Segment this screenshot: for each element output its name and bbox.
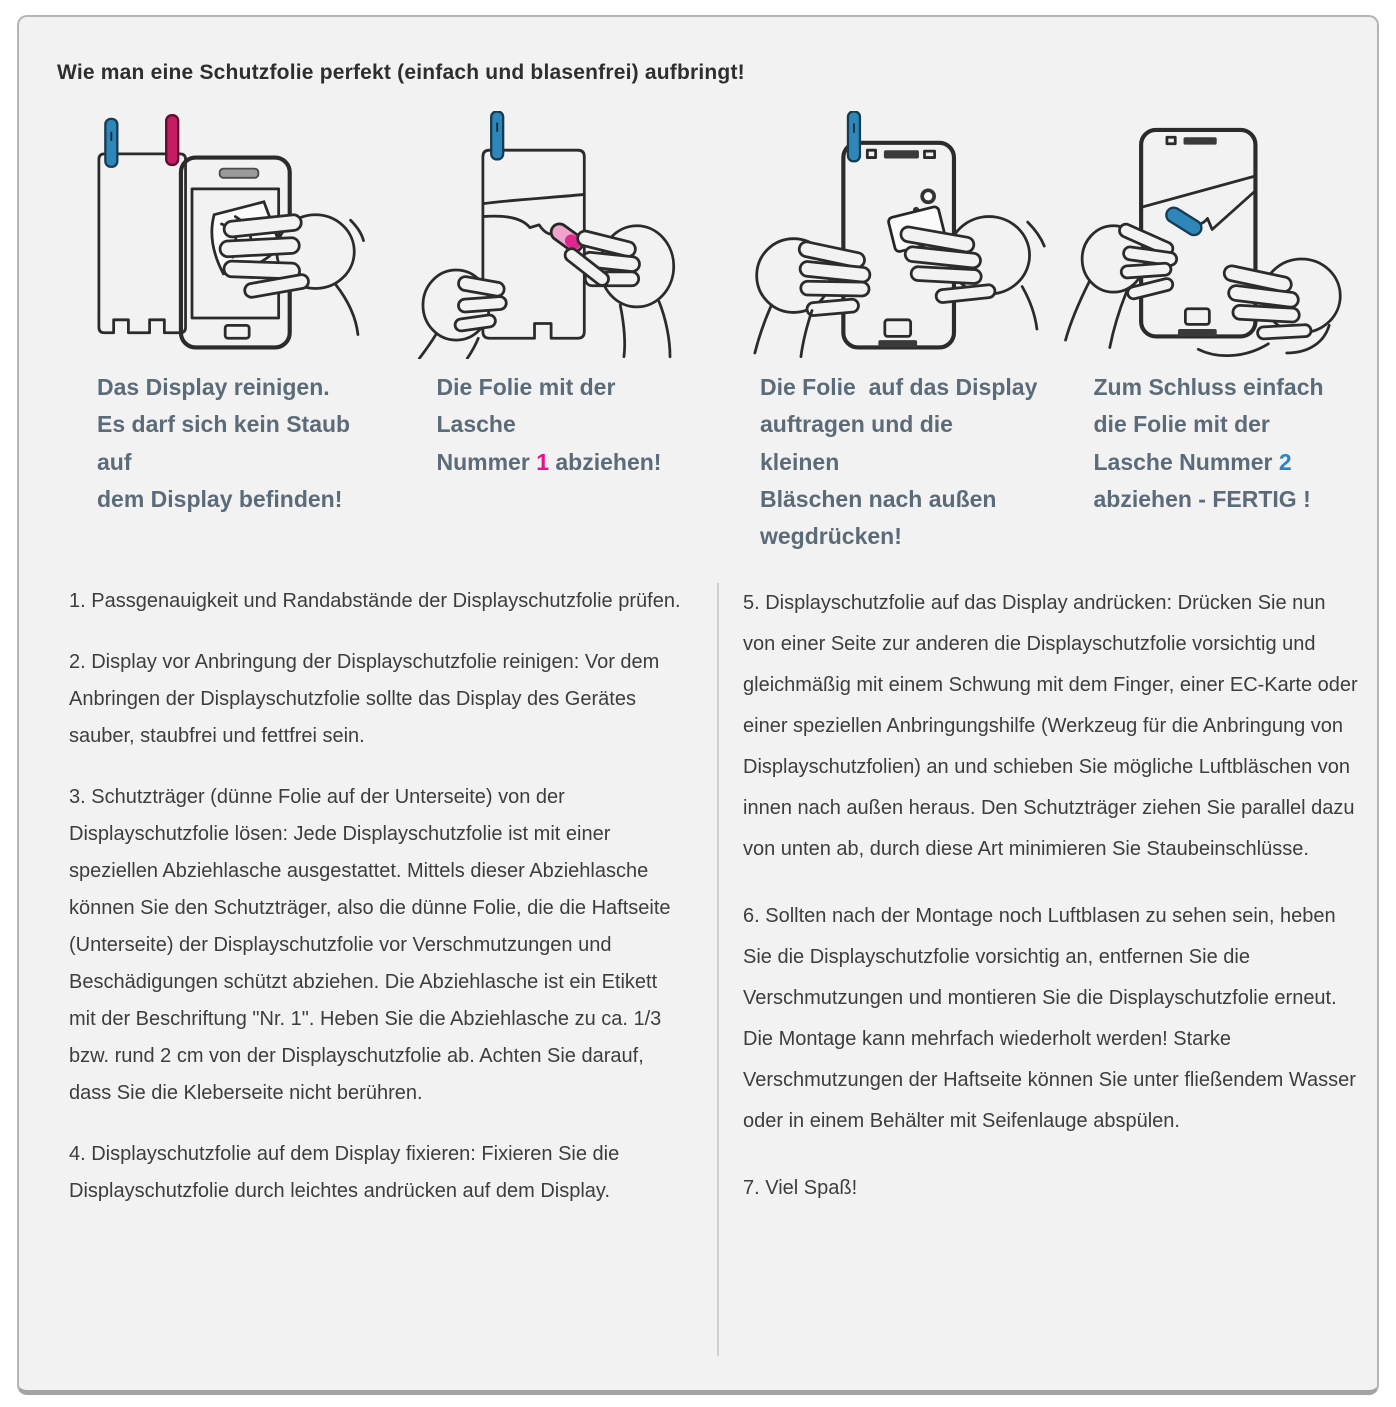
instruction-sheet: [17, 15, 1379, 1395]
blue-tab: [1163, 205, 1204, 238]
figure-step-1: [19, 111, 359, 555]
instructions-section: [19, 583, 1377, 1390]
pressing-hand: [900, 217, 1045, 329]
blue-tab: [491, 111, 503, 159]
instruction-step-1: 1. Passgenauigkeit und Randabstände der Displayschutzfolie prüfen.: [69, 590, 681, 613]
blue-tab: [848, 111, 860, 161]
sensor: [1166, 137, 1174, 143]
earpiece: [220, 169, 259, 178]
column-divider: [717, 583, 719, 1356]
instruction-step-2: 2. Display vor Anbringung der Displayschutzfolie reinigen: Vor dem Anbringen der Displayschutzfolie sollte das Display des Gerätes sauber, staubfrei und fettfrei sein.: [69, 651, 660, 748]
figures-row: [19, 111, 1377, 555]
earpiece: [884, 150, 919, 158]
clean-display-illustration: [74, 111, 369, 359]
instruction-step-5: 5. Displayschutzfolie auf das Display andrücken: Drücken Sie nun von einer Seite zur anderen die Displayschutzfolie vorsichtig und gleichmäßig mit einem Schwung mit dem Finger, einer EC-Karte oder einer speziellen Anbringungshilfe (Werkzeug für die Anbringung von Displayschutzfolien) an und schieben Sie mögliche Luftbläschen von innen nach außen heraus. Den Schutzträger ziehen Sie parallel dazu von unten ab, durch diese Art minimieren Sie Staubeinschlüsse.: [743, 592, 1358, 861]
caption-step-2: Die Folie mit der Lasche Nummer 1 abziehen!: [436, 374, 662, 475]
instructions-right-column: [743, 583, 1363, 1390]
speaker-bar: [1178, 329, 1217, 336]
camera: [924, 151, 934, 157]
home-button: [885, 320, 911, 337]
instruction-step-7: 7. Viel Spaß!: [743, 1177, 858, 1200]
pulling-hand: [1065, 222, 1177, 347]
sensor: [867, 150, 875, 157]
film-outline: [99, 154, 186, 333]
peel-tab-2-illustration: [1060, 111, 1355, 359]
pink-tab: [166, 115, 178, 165]
holding-hand: [419, 270, 506, 359]
home-button: [225, 325, 249, 338]
peel-tab-1-illustration: [399, 111, 694, 359]
holding-hand: [755, 239, 871, 357]
apply-film-illustration: [753, 111, 1048, 359]
instructions-left-column: [69, 583, 687, 1390]
instruction-step-4: 4. Displayschutzfolie auf dem Display fixieren: Fixieren Sie die Displayschutzfolie durch leichtes andrücken auf dem Display.: [69, 1143, 620, 1203]
figure-step-2: [359, 111, 699, 555]
instruction-step-3: 3. Schutzträger (dünne Folie auf der Unterseite) von der Displayschutzfolie lösen: Jede Displayschutzfolie ist mit einer speziellen Abziehlasche ausgestattet. Mittels dieser Abziehlasche können Sie den Schutzträger, also die dünne Folie, die die Haftseite (Unterseite) der Displayschutzfolie vor Verschmutzungen und Beschädigungen schützt abziehen. Die Abziehlasche ist ein Etikett mit der Beschriftung "Nr. 1". Heben Sie die Abziehlasche zu ca. 1/3 bzw. rund 2 cm von der Displayschutzfolie ab. Achten Sie darauf, dass Sie die Kleberseite nicht berühren.: [69, 786, 671, 1105]
page-title: Wie man eine Schutzfolie perfekt (einfach und blasenfrei) aufbringt!: [57, 61, 745, 84]
speaker-bar: [878, 340, 917, 347]
caption-step-4: Zum Schluss einfach die Folie mit der Lasche Nummer 2 abziehen - FERTIG !: [1093, 374, 1324, 512]
home-button: [1185, 309, 1209, 325]
figure-step-4: [1038, 111, 1378, 555]
earpiece: [1183, 137, 1216, 144]
holding-hand: [1198, 259, 1340, 356]
blue-tab: [105, 119, 117, 167]
figure-step-3: [698, 111, 1038, 555]
caption-step-3: Die Folie auf das Display auftragen und die kleinen Bläschen nach außen wegdrücken!: [760, 374, 1038, 549]
caption-step-1: Das Display reinigen. Es darf sich kein Staub auf dem Display befinden!: [97, 374, 357, 512]
instruction-step-6: 6. Sollten nach der Montage noch Luftblasen zu sehen sein, heben Sie die Displayschutzfolie vorsichtig an, entfernen Sie die Verschmutzungen und montieren Sie die Displayschutzfolie erneut. Die Montage kann mehrfach wiederholt werden! Starke Verschmutzungen der Haftseite können Sie unter fließendem Wasser oder in einem Behälter mit Seifenlauge abspülen.: [743, 905, 1356, 1133]
